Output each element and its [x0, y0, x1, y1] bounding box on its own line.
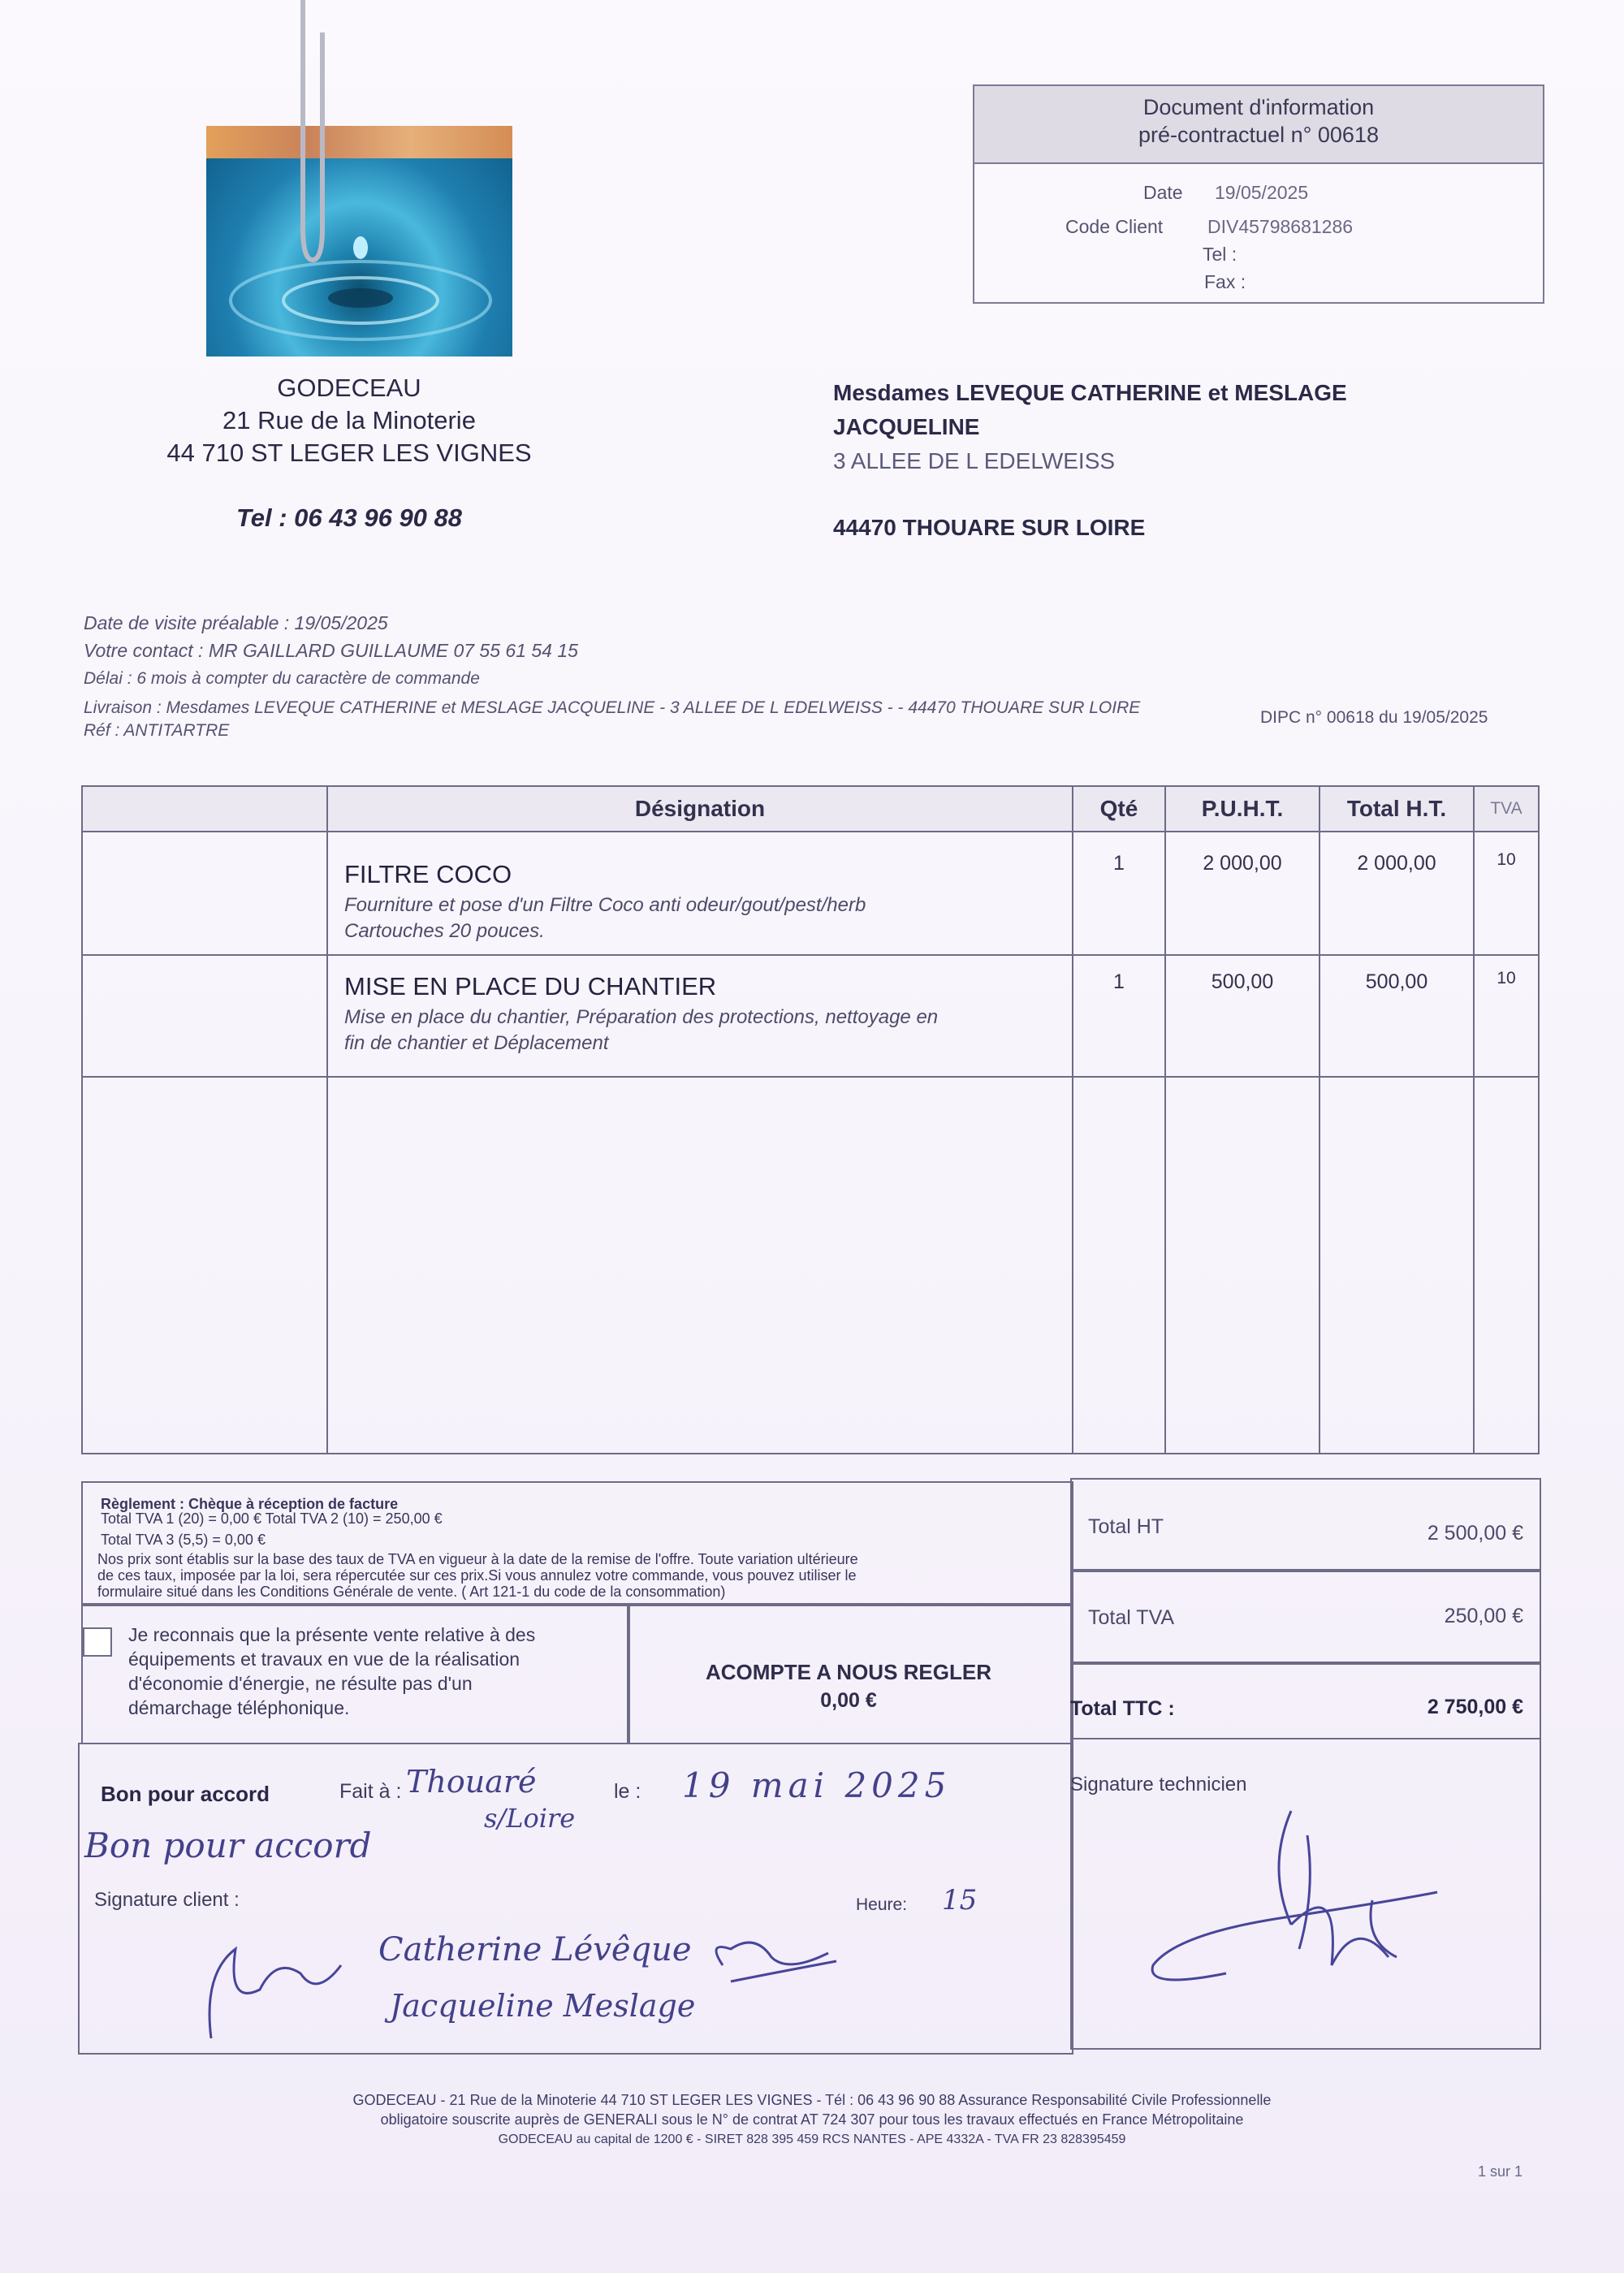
- paperclip-icon: [288, 0, 337, 268]
- header-tva: TVA: [1474, 786, 1539, 832]
- price-note-line3: formulaire situé dans les Conditions Générale de vente. ( Art 121-1 du code de la consommation): [97, 1584, 726, 1600]
- reference: Réf : ANTITARTRE: [84, 721, 230, 740]
- document-title: [973, 93, 1544, 149]
- tva-breakdown-1: Total TVA 1 (20) = 0,00 € Total TVA 2 (10) = 250,00 €: [101, 1510, 443, 1527]
- delivery: Livraison : Mesdames LEVEQUE CATHERINE et MESLAGE JACQUELINE - 3 ALLEE DE L EDELWEISS - - 44470 THOUARE SUR LOIRE: [84, 698, 1141, 717]
- consent-line4: démarchage téléphonique.: [128, 1697, 350, 1718]
- delay: Délai : 6 mois à compter du caractère de commande: [84, 669, 480, 688]
- item-desc-line2: Cartouches 20 pouces.: [344, 920, 545, 942]
- dipc-reference: DIPC n° 00618 du 19/05/2025: [1260, 708, 1488, 727]
- row-blank: [327, 1077, 1073, 1454]
- total-ttc-label: Total TTC :: [1070, 1697, 1175, 1720]
- footer-line1: GODECEAU - 21 Rue de la Minoterie 44 710 ST LEGER LES VIGNES - Tél : 06 43 96 90 88 Assurance Responsabilité Civile Professionnelle: [352, 2092, 1272, 2108]
- item-desc-line1: Fourniture et pose d'un Filtre Coco anti odeur/gout/pest/herb: [344, 894, 866, 916]
- made-at-handwritten: Thouaré: [406, 1764, 537, 1800]
- row-total: 2 000,00: [1320, 832, 1474, 955]
- table-header-row: [82, 786, 1539, 832]
- tva-breakdown-2: Total TVA 3 (5,5) = 0,00 €: [101, 1532, 266, 1548]
- row-blank: [1165, 1077, 1320, 1454]
- row-qty: 1: [1073, 955, 1165, 1077]
- price-note-line1: Nos prix sont établis sur la base des taux de TVA en vigueur à la date de la remise de l'offre. Toute variation ultérieure: [97, 1551, 858, 1567]
- client-code-value: DIV45798681286: [1207, 216, 1354, 237]
- client-signature-label: Signature client :: [94, 1889, 240, 1911]
- deposit-value: 0,00 €: [820, 1689, 877, 1712]
- header-total: Total H.T.: [1320, 786, 1474, 832]
- made-at-label: Fait à :: [339, 1780, 402, 1803]
- consent-checkbox[interactable]: [83, 1627, 112, 1657]
- made-at-handwritten-2: s/Loire: [484, 1803, 576, 1834]
- company-phone: Tel : 06 43 96 90 88: [235, 503, 463, 532]
- table-row: [82, 832, 1539, 955]
- row-puht: 2 000,00: [1165, 832, 1320, 955]
- row-blank: [1320, 1077, 1474, 1454]
- items-table: [81, 785, 1540, 1454]
- tel-label: Tel :: [1203, 244, 1237, 265]
- row-designation: [327, 955, 1073, 1077]
- date-label-sign: le :: [614, 1780, 641, 1803]
- consent-line2: équipements et travaux en vue de la réalisation: [128, 1649, 520, 1670]
- total-tva-value: 250,00 €: [1444, 1605, 1523, 1627]
- visit-date: Date de visite préalable : 19/05/2025: [84, 612, 388, 633]
- total-ht-value: 2 500,00 €: [1427, 1522, 1523, 1545]
- contact: Votre contact : MR GAILLARD GUILLAUME 07 55 61 54 15: [84, 640, 578, 661]
- row-blank: [82, 1077, 327, 1454]
- technician-signature-label: Signature technicien: [1070, 1774, 1247, 1795]
- recipient-address: [833, 376, 1499, 545]
- row-total: 500,00: [1320, 955, 1474, 1077]
- row-designation: [327, 832, 1073, 955]
- row-tva: 10: [1474, 955, 1539, 1077]
- header-qty: Qté: [1073, 786, 1165, 832]
- fax-label: Fax :: [1204, 271, 1246, 292]
- item-desc-line2: fin de chantier et Déplacement: [344, 1032, 609, 1054]
- header-puht: P.U.H.T.: [1165, 786, 1320, 832]
- row-blank: [1073, 1077, 1165, 1454]
- client-code-label: Code Client: [1065, 216, 1164, 237]
- client-signature-scribble: [187, 1925, 918, 2055]
- row-blank: [82, 832, 327, 955]
- water-drop-icon: [206, 126, 512, 357]
- company-name: GODECEAU: [277, 374, 421, 402]
- deposit-label: ACOMPTE A NOUS REGLER: [706, 1660, 991, 1684]
- company-street: 21 Rue de la Minoterie: [222, 406, 476, 434]
- consent-line3: d'économie d'énergie, ne résulte pas d'un: [128, 1673, 473, 1694]
- price-note-line2: de ces taux, imposée par la loi, sera répercutée sur ces prix.Si vous annulez votre commande, vous pouvez utiliser le: [97, 1567, 857, 1584]
- agreement-handwritten: Bon pour accord: [84, 1826, 372, 1865]
- item-desc-line1: Mise en place du chantier, Préparation des protections, nettoyage en: [344, 1006, 939, 1028]
- item-title: MISE EN PLACE DU CHANTIER: [344, 972, 717, 1000]
- total-ht-label: Total HT: [1088, 1515, 1164, 1538]
- agreement-label: Bon pour accord: [101, 1782, 270, 1806]
- footer-line2: obligatoire souscrite auprès de GENERALI sous le N° de contrat AT 724 307 pour tous les travaux effectués en France Métropolitaine: [380, 2111, 1244, 2128]
- row-puht: 500,00: [1165, 955, 1320, 1077]
- hour-handwritten: 15: [942, 1884, 978, 1916]
- table-row: [82, 955, 1539, 1077]
- document-number: pré-contractuel n° 00618: [1138, 123, 1379, 147]
- footer-line3: GODECEAU au capital de 1200 € - SIRET 828 395 459 RCS NANTES - APE 4332A - TVA FR 23 828395459: [498, 2133, 1126, 2146]
- recipient-city: 44470 THOUARE SUR LOIRE: [833, 515, 1146, 540]
- payment-terms: Règlement : Chèque à réception de facture: [101, 1496, 399, 1512]
- row-blank: [1474, 1077, 1539, 1454]
- consent-line1: Je reconnais que la présente vente relative à des: [128, 1624, 536, 1645]
- date-label: Date: [1143, 182, 1183, 203]
- row-blank: [82, 955, 327, 1077]
- client-signature-name2: Jacqueline Meslage: [390, 1988, 696, 2024]
- total-tva-label: Total TVA: [1088, 1606, 1175, 1629]
- company-city: 44 710 ST LEGER LES VIGNES: [166, 439, 532, 467]
- hour-label: Heure:: [856, 1895, 908, 1914]
- total-ttc-value: 2 750,00 €: [1427, 1696, 1523, 1718]
- date-value: 19/05/2025: [1215, 182, 1309, 203]
- page-number: 1 sur 1: [1478, 2163, 1523, 2180]
- row-qty: 1: [1073, 832, 1165, 955]
- client-signature-name1: Catherine Lévêque: [378, 1931, 692, 1968]
- consent-text: [128, 1623, 615, 1720]
- item-title: FILTRE COCO: [344, 860, 512, 888]
- row-tva: 10: [1474, 832, 1539, 955]
- header-designation: Désignation: [327, 786, 1073, 832]
- recipient-name-line2: JACQUELINE: [833, 414, 980, 439]
- document-title-line1: Document d'information: [1142, 95, 1375, 119]
- technician-signature: [1129, 1803, 1535, 2014]
- recipient-name-line1: Mesdames LEVEQUE CATHERINE et MESLAGE: [833, 380, 1347, 405]
- table-empty-row: [82, 1077, 1539, 1454]
- recipient-street: 3 ALLEE DE L EDELWEISS: [833, 448, 1116, 473]
- header-blank: [82, 786, 327, 832]
- date-handwritten: 19 mai 2025: [682, 1765, 952, 1805]
